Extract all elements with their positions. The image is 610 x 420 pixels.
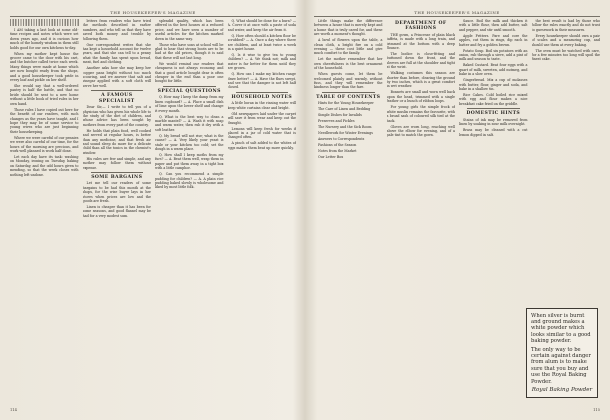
- contents-item: Answers to Correspondents: [318, 137, 365, 142]
- paragraph: One correspondent writes that she has kept a household account for twelve years, and that she can tell to a penny what the family has spent upon bread, meat, fuel and clothing.: [82, 42, 151, 65]
- left-col-4: [228, 19, 297, 405]
- right-page: [308, 6, 606, 412]
- paragraph: Bonnets are small and worn well back upon the head, trimmed with a single feather or a bunch of ribbon loops.: [386, 90, 455, 104]
- paragraph: Linen is cheaper than it has been for some seasons, and good flannel may be had for a very modest sum.: [82, 205, 151, 218]
- left-page-number: 114: [10, 408, 17, 412]
- paragraph: Q. How often should a kitchen floor be scrubbed? — A. Once a day where there are children, and at least twice a week in a quiet house.: [227, 33, 296, 52]
- contents-item: Simple Dishes for Invalids: [318, 113, 362, 118]
- header-ornament: [10, 19, 79, 26]
- ad-signature: Royal Baking Powder: [531, 387, 593, 393]
- paragraph: letters from readers who have tried the methods described in earlier numbers, and who tell us that they have saved both money and trouble by following them.: [82, 19, 151, 41]
- paragraph: She would say that a well-ordered pantry is half the battle, and that no bride should be sent to a new home without a little book of tried rules in her own hand.: [10, 84, 79, 106]
- paragraph: Q. How shall I keep moths from my furs? — A. Beat them well, wrap them in paper and put them away in a tight box with a little camphor.: [155, 152, 224, 171]
- section-rule: [91, 172, 144, 173]
- paragraph: Apple Fritters. Pare and core the apples, cut them in rings, dip each in batter and fry a golden brown.: [459, 33, 528, 47]
- section-heading: TABLE OF CONTENTS: [316, 94, 381, 100]
- paragraph: Potato Soup. Boil six potatoes with an onion, rub through a sieve, add a pint of milk and season to taste.: [459, 48, 528, 62]
- advertisement-box: [526, 308, 598, 398]
- paragraph: Brass may be cleaned with a cut lemon dipped in salt.: [459, 128, 528, 137]
- left-col-2: [83, 19, 152, 405]
- paragraph: Q. How may I keep the damp from my linen cupboard? — A. Place a small dish of lime upon the lower shelf and change it every month.: [155, 95, 224, 113]
- paragraph: We would remind our readers that cheapness is not always economy, and that a good article bought dear is often cheaper in the end than a poor one bought for little.: [155, 61, 224, 84]
- paragraph: THE gown, a Princesse of plain black taffeta, is made with a long train, and trimmed at the bottom with a deep flounce.: [386, 32, 455, 51]
- section-heading: A FAMOUS SPECIALIST: [98, 93, 135, 104]
- paragraph: A pinch of salt added to the whites of eggs makes them beat up more quickly.: [227, 141, 296, 150]
- paragraph: Sauce. Boil the milk and thicken it with a little flour, then add butter, salt and pepper, and stir until smooth.: [459, 19, 528, 32]
- paragraph: Q. What should be done for a burn? — A. Cover it at once with a paste of soda and water, and keep the air from it.: [227, 19, 296, 32]
- section-heading: DOMESTIC HINTS: [466, 111, 521, 117]
- contents-item: The Nursery and the Sick Room: [318, 125, 372, 130]
- paragraph: Another asks how she may keep her copper pans bright without too much scouring, and we answer that salt and vinegar applied with a soft cloth will serve her well.: [82, 66, 151, 88]
- paragraph: Stains of ink may be removed from linen by soaking in sour milk overnight.: [459, 117, 528, 127]
- left-page: [4, 6, 302, 412]
- paragraph: Lemons will keep fresh for weeks if placed in a jar of cold water that is changed often.: [227, 126, 296, 140]
- paragraph: Q. Can you recommend a simple pudding for children? — A. A plain rice pudding baked slowly is wholesome and liked by most little folk.: [155, 172, 224, 190]
- section-heading: SOME BARGAINS: [91, 174, 143, 180]
- paragraph: The bodice is close-fitting and buttoned down the front, and the sleeves are full at the shoulder and tight at the wrist.: [386, 52, 455, 70]
- paragraph: Let the mother remember that her own cheerfulness is the best ornament of the household.: [314, 57, 383, 71]
- left-col-3: [155, 19, 224, 405]
- paragraph: For young girls the simple frock of white muslin remains the favourite, with a broad sash of coloured silk tied at the back.: [386, 105, 455, 123]
- paragraph: Walking costumes this season are shorter than before, clearing the ground by two inches, which is a great comfort in wet weather.: [386, 71, 455, 89]
- paragraph: Q. My bread will not rise; what is the cause? — A. Very likely your yeast is stale or your kitchen too cold; set the dough in a warm place.: [155, 133, 224, 151]
- contents-item: Preserves and Pickles: [318, 119, 355, 124]
- paragraph: Baked Custard. Beat four eggs with a quart of milk, sweeten, add nutmeg, and bake in a slow oven.: [459, 63, 528, 77]
- section-rule: [236, 92, 289, 93]
- paragraph: When guests come, let them be welcomed plainly and warmly, without fuss, and they will remember the kindness longer than the fare.: [314, 72, 383, 90]
- paragraph: Little things make the difference between a house that is merely kept and a home that is truly cared for, and these are worth a moment's thought.: [314, 19, 383, 37]
- section-heading: SPECIAL QUESTIONS: [157, 88, 221, 94]
- contents-item: Our Letter Box: [318, 155, 344, 160]
- paragraph: Those rules I have copied out here for the benefit of our readers, with such changes as the years have taught, and I hope they may be of some service to young wives who are just beginning their housekeeping.: [10, 107, 79, 134]
- section-rule: [91, 90, 144, 91]
- paragraph: Q. How can I make my kitchen range draw better? — A. Have the flues swept, and see that the damper is not left half closed.: [227, 72, 296, 90]
- paragraph: Where we were careful of our pennies we were also careful of our time, for the hours of the morning are precious, and work well planned is work half done.: [10, 135, 79, 153]
- paragraph: Every housekeeper should own a pair of scales and a measuring cup, and should use them at every baking.: [531, 33, 600, 47]
- right-running-head: THE HOUSEKEEPER'S MAGAZINE: [314, 10, 600, 17]
- paragraph: Rice Cakes. Cold boiled rice mixed with egg and flour makes a nice breakfast cake fried on the griddle.: [459, 93, 528, 106]
- section-heading: DEPARTMENT OF FASHIONS: [394, 21, 447, 32]
- paragraph: Dear Sir,— I write to tell you of a physician who has given his whole life to the study of the diet of children, and whose advice has been sought by mothers from every part of the country.: [82, 105, 151, 127]
- paragraph: The oven must be watched with care, for a few minutes too long will spoil the finest cake.: [531, 48, 600, 62]
- right-col-2: [387, 19, 456, 405]
- section-heading: HOUSEHOLD NOTES: [231, 94, 293, 100]
- paragraph: Q. Is it wise to give tea to young children? — A. We think not; milk and water is far better for them until they are grown.: [227, 53, 296, 71]
- paragraph: I AM taking a last look at some old-time recipes and notes which were set down years ago, and it is curious how much of the homely wisdom in them still holds good for our own kitchens to-day.: [10, 28, 79, 50]
- paragraph: A little borax in the rinsing water will keep white curtains clear and bright.: [227, 101, 296, 110]
- paragraph: Gingerbread. Mix a cup of molasses with butter, flour, ginger and soda, and bake in a shallow tin.: [459, 78, 528, 92]
- contents-item: Hints for the Young Housekeeper: [318, 101, 374, 106]
- section-rule: [163, 86, 216, 87]
- paragraph: the best result is had by those who follow the rules exactly and do not trust to guesswork in their measures.: [531, 19, 600, 32]
- paragraph: Let me tell our readers of some bargains to be had this month at the shops, for the wise buyer lays in her stores when prices are low and the goods are fresh.: [82, 181, 151, 203]
- paragraph: Q. What is the best way to clean a marble mantel? — A. Wash it with soap and warm water, then rub it dry with a soft leather.: [155, 114, 224, 132]
- contents-item: Needlework for Winter Evenings: [318, 131, 373, 136]
- section-rule: [322, 92, 375, 93]
- paragraph: Let each day have its task: washing on Monday, ironing on Tuesday, baking on Saturday, and the odd hours given to mending, so that the week closes with nothing left undone.: [10, 154, 79, 177]
- paragraph: Gloves are worn long, reaching well above the elbow for evening, and of a pale tint to match the gown.: [386, 124, 455, 138]
- paragraph: He holds that plain food, well cooked and served at regular hours, is better than any medicine, and that fresh air and sound sleep do more for a delicate child than all the tonics in the chemist's window.: [82, 128, 151, 155]
- left-col-1: [10, 19, 79, 405]
- section-rule: [467, 108, 520, 109]
- left-columns: [10, 19, 296, 405]
- right-page-number: 115: [593, 408, 600, 412]
- contents-item: Fashions of the Season: [318, 143, 357, 148]
- right-col-1: [314, 19, 383, 405]
- paragraph: splendid quality, which has been offered in the best houses at a reduced price, and we have seen a number of useful articles for the kitchen marked down in the same way.: [155, 19, 224, 41]
- ad-text: When silver is burnt and ground makes a white powder which looks similar to a good baking powder.: [531, 312, 591, 345]
- paragraph: Those who have sons at school will be glad to hear that strong boots are to be had at the old prices, though it is said that these will not last long.: [155, 42, 224, 60]
- left-running-head: THE HOUSEKEEPER'S MAGAZINE: [10, 10, 296, 17]
- paragraph: When my mother kept house the grocer came to the door with his cart, and the butcher called twice each week. Many things were made at home which are now bought ready from the shops, and a good housekeeper took pride in every loaf and pickle on her shelf.: [10, 51, 79, 83]
- paragraph: His rules are few and simple, and any mother may follow them without expense.: [82, 156, 151, 170]
- right-col-3: [459, 19, 528, 405]
- paragraph: A bowl of flowers upon the table, a clean cloth, a bright fire on a cold evening — these cost little and give much comfort to the family.: [314, 38, 383, 56]
- contents-item: The Care of Linen and Bedding: [318, 107, 371, 112]
- ad-text: The only way to be certain against danger from alum is to make sure that you buy and use the Royal Baking Powder.: [531, 346, 591, 385]
- paragraph: Old newspapers laid under the carpet will save it from wear and keep out the draught.: [227, 111, 296, 125]
- contents-item: Notes from the Market: [318, 149, 357, 154]
